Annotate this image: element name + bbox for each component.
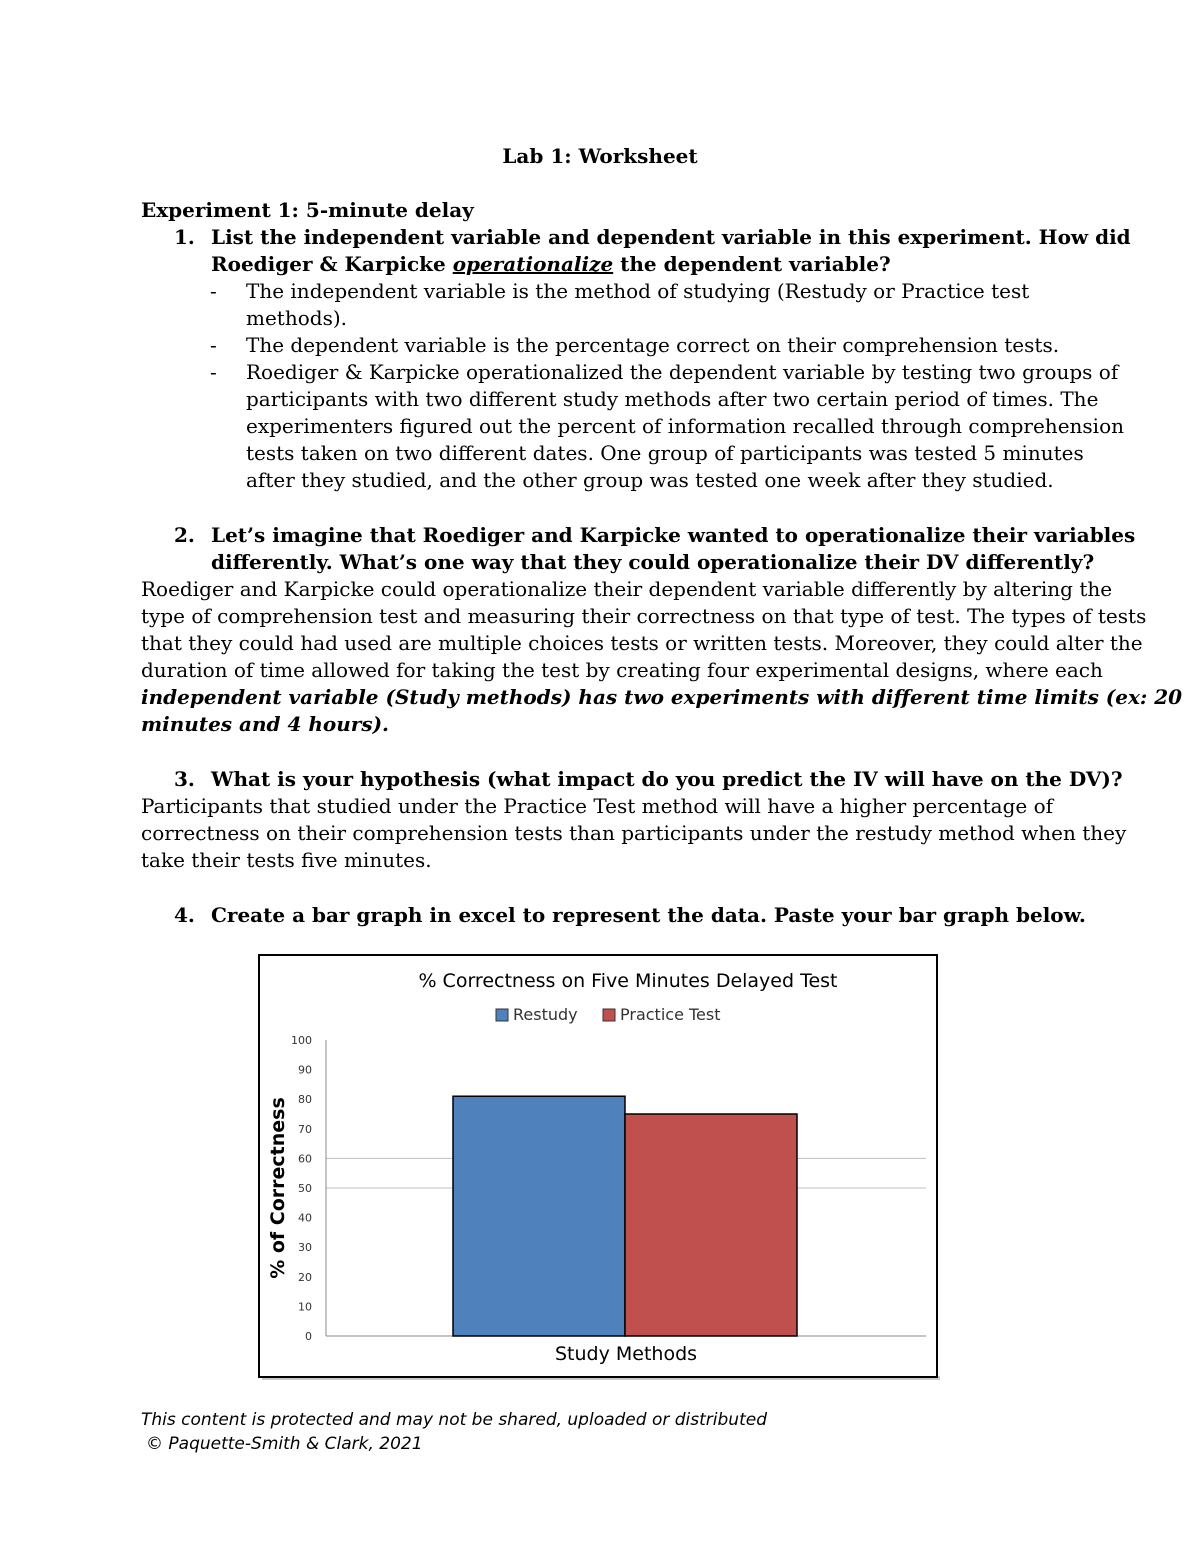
legend-swatch-practice-test (603, 1009, 615, 1021)
answer-2-line-1: Roediger and Karpicke could operationalize their dependent variable differently by altering the (141, 577, 1113, 601)
y-tick-label: 50 (298, 1182, 312, 1195)
y-tick-label: 10 (298, 1300, 312, 1314)
bullet-3-line-5: after they studied, and the other group was tested one week after they studied. (246, 468, 1054, 492)
question-1-line-1: List the independent variable and dependent variable in this experiment. How did (211, 225, 1131, 249)
y-tick-label: 0 (305, 1330, 312, 1343)
question-1-line-2 (211, 251, 891, 278)
bar-chart (260, 956, 936, 1376)
question-1-emphasis: operationalize (452, 252, 614, 276)
answer-3-line-2: correctness on their comprehension tests than participants under the restudy method when they (141, 821, 1127, 845)
y-tick-label: 30 (298, 1241, 312, 1255)
page-title: Lab 1: Worksheet (502, 144, 698, 168)
chart-title: % Correctness on Five Minutes Delayed Test (418, 970, 838, 992)
x-axis-label: Study Methods (554, 1343, 698, 1365)
question-2-line-1: Let’s imagine that Roediger and Karpicke wanted to operationalize their variables (211, 523, 1136, 547)
y-tick-label: 80 (298, 1093, 312, 1107)
question-2-line-2: differently. What’s one way that they could operationalize their DV differently? (211, 550, 1095, 574)
answer-2-line-3: that they could had used are multiple choices tests or written tests. Moreover, they could alter the (141, 631, 1143, 655)
bullet-dash: - (210, 360, 217, 384)
bullet-3-line-4: tests taken on two different dates. One group of participants was tested 5 minutes (246, 441, 1084, 465)
answer-3-line-1: Participants that studied under the Practice Test method will have a higher percentage of (141, 794, 1054, 818)
y-tick-label: 20 (298, 1270, 312, 1284)
y-tick-label: 70 (298, 1122, 312, 1136)
bullet-3-line-2: participants with two different study methods after two certain period of times. The (246, 387, 1099, 411)
bar-practice-test (625, 1114, 797, 1336)
bullet-2-line-1: The dependent variable is the percentage correct on their comprehension tests. (246, 333, 1060, 357)
bullet-3-line-1: Roediger & Karpicke operationalized the dependent variable by testing two groups of (246, 360, 1119, 384)
answer-3-line-3: take their tests five minutes. (141, 848, 432, 872)
y-axis-ticks (291, 1034, 312, 1343)
question-1-line-2-pre: Roediger & Karpicke (211, 252, 453, 276)
question-1-line-2-post: the dependent variable? (613, 252, 891, 276)
question-2-number: 2. (174, 523, 195, 547)
answer-2-emphasis-line-1: independent variable (Study methods) has two experiments with different time limits (ex: 20 (141, 685, 1183, 709)
question-4-text: Create a bar graph in excel to represent the data. Paste your bar graph below. (211, 903, 1086, 927)
footer-copyright-owner: © Paquette-Smith & Clark, 2021 (146, 1434, 423, 1454)
question-1-number: 1. (174, 225, 195, 249)
experiment-heading: Experiment 1: 5-minute delay (141, 198, 474, 222)
y-axis-label: % of Correctness (267, 1097, 289, 1279)
bar-chart-frame (258, 954, 938, 1378)
y-tick-label: 60 (298, 1152, 312, 1166)
legend-label-restudy: Restudy (513, 1005, 578, 1024)
y-tick-label: 40 (298, 1211, 312, 1225)
legend-swatch-restudy (496, 1009, 508, 1021)
y-tick-label: 90 (298, 1063, 312, 1077)
bullet-3-line-3: experimenters figured out the percent of information recalled through comprehension (246, 414, 1124, 438)
legend-label-practice-test: Practice Test (620, 1005, 721, 1024)
bullet-dash: - (210, 333, 217, 357)
footer-copyright-notice: This content is protected and may not be shared, uploaded or distributed (141, 1410, 767, 1430)
question-3-text: What is your hypothesis (what impact do you predict the IV will have on the DV)? (211, 767, 1123, 791)
bullet-1-line-1: The independent variable is the method of studying (Restudy or Practice test (246, 279, 1030, 303)
answer-2-line-4: duration of time allowed for taking the test by creating four experimental designs, where each (141, 658, 1103, 682)
answer-2-emphasis-line-2: minutes and 4 hours). (141, 712, 389, 736)
question-4-number: 4. (174, 903, 195, 927)
bullet-1-line-2: methods). (246, 306, 347, 330)
answer-2-line-2: type of comprehension test and measuring their correctness on that type of test. The types of tests (141, 604, 1147, 628)
question-3-number: 3. (174, 767, 195, 791)
y-tick-label: 100 (291, 1034, 312, 1047)
chart-bars (453, 1096, 797, 1336)
bar-restudy (453, 1096, 625, 1336)
bullet-dash: - (210, 279, 217, 303)
